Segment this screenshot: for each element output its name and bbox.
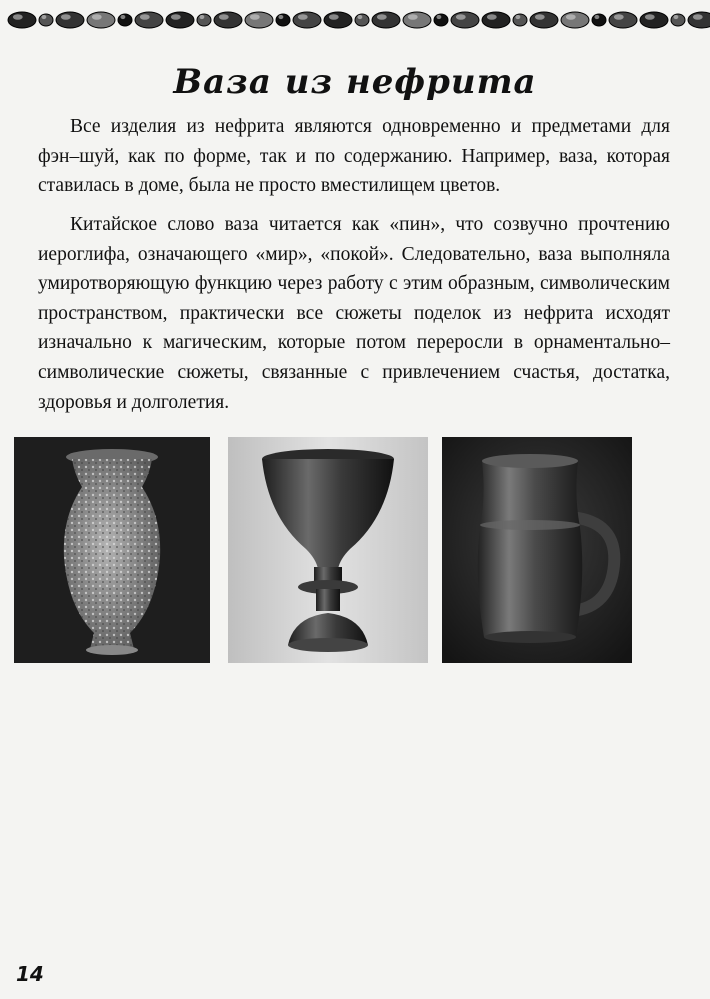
bead-highlight: [456, 14, 466, 20]
bead: [530, 12, 558, 28]
bead: [39, 14, 53, 26]
photo-jade-mug: [442, 437, 632, 663]
bead: [513, 14, 527, 26]
bead-highlight: [219, 14, 229, 20]
photo-row: [14, 437, 704, 663]
bead-border: [0, 0, 710, 40]
bead-highlight: [278, 15, 283, 19]
page-title: Ваза из нефрита: [173, 62, 537, 102]
bead: [640, 12, 668, 28]
bead-highlight: [408, 14, 418, 20]
bead: [8, 12, 36, 28]
bead-highlight: [250, 14, 260, 20]
bead-highlight: [199, 15, 204, 19]
photo-speckled-vase: [14, 437, 210, 663]
bead-highlight: [61, 14, 71, 20]
bead-highlight: [487, 14, 497, 20]
bead: [214, 12, 242, 28]
bead: [87, 12, 115, 28]
bead-highlight: [693, 14, 703, 20]
bead-highlight: [41, 15, 46, 19]
bead: [403, 12, 431, 28]
bead-highlight: [92, 14, 102, 20]
photo-goblet-vase: [228, 437, 428, 663]
bead: [245, 12, 273, 28]
bead-highlight: [594, 15, 599, 19]
bead: [293, 12, 321, 28]
bead: [372, 12, 400, 28]
bead: [276, 14, 290, 26]
bead-highlight: [614, 14, 624, 20]
bead: [451, 12, 479, 28]
bead: [166, 12, 194, 28]
bead: [434, 14, 448, 26]
bead-highlight: [329, 14, 339, 20]
bead-highlight: [120, 15, 125, 19]
bead-highlight: [298, 14, 308, 20]
bead: [197, 14, 211, 26]
bead-highlight: [140, 14, 150, 20]
bead-highlight: [377, 14, 387, 20]
bead: [561, 12, 589, 28]
page-number: 14: [16, 962, 44, 986]
bead: [118, 14, 132, 26]
bead-highlight: [535, 14, 545, 20]
bead: [355, 14, 369, 26]
bead-highlight: [673, 15, 678, 19]
bead-highlight: [13, 14, 23, 20]
bead: [592, 14, 606, 26]
bead: [324, 12, 352, 28]
paragraph-1: Все изделия из нефрита являются одновременно и предметами для фэн–шуй, как по форме, так и по содержанию. Например, ваза, которая ставилась в доме, была не просто вместилищем цветов.: [38, 116, 670, 197]
bead-highlight: [515, 15, 520, 19]
paragraph-2: Китайское слово ваза читается как «пин», что созвучно прочтению иероглифа, означающего «мир», «покой». Следовательно, ваза выполняла умиротворяющую функцию через работу с этим образным, символическим пространством, практически все сюжеты поделок из нефрита исходят изначально к магическим, которые потом переросли в орнаментально–символические сюжеты, связанные с привлечением счастья, достатка, здоровья и долголетия.: [38, 214, 670, 413]
bead-highlight: [171, 14, 181, 20]
bead-highlight: [645, 14, 655, 20]
bead: [56, 12, 84, 28]
bead-highlight: [357, 15, 362, 19]
bead-highlight: [436, 15, 441, 19]
bead: [671, 14, 685, 26]
bead: [609, 12, 637, 28]
bead: [135, 12, 163, 28]
bead-highlight: [566, 14, 576, 20]
bead: [482, 12, 510, 28]
